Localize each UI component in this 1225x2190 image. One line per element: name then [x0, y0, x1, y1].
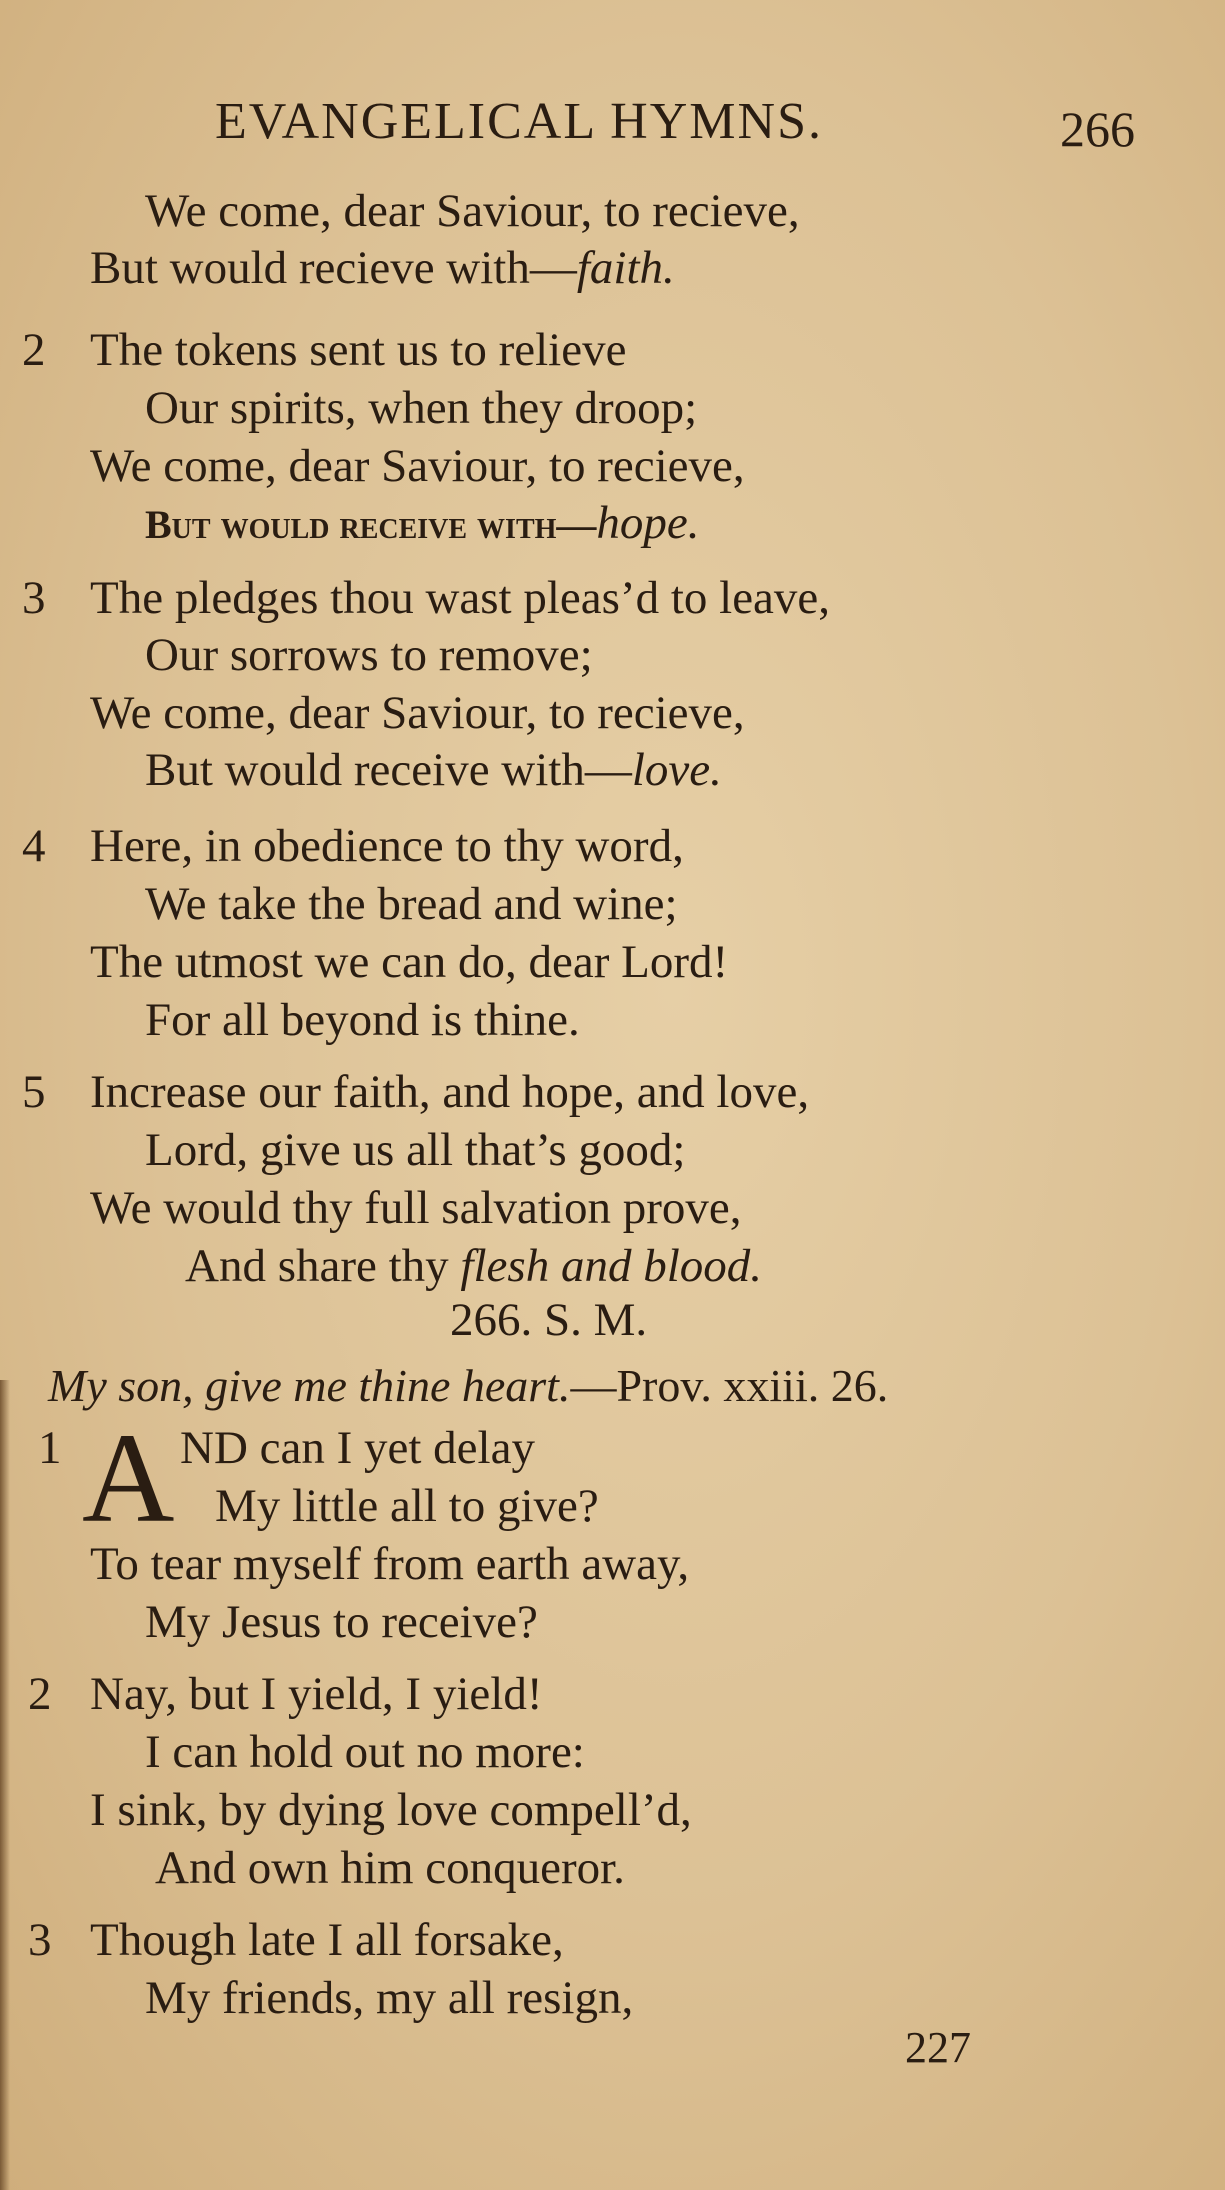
verse-line: We come, dear Saviour, to recieve, [90, 440, 745, 492]
verse-number: 4 [22, 820, 46, 872]
verse-line: The pledges thou wast pleas’d to leave, [90, 572, 831, 624]
verse-line: Increase our faith, and hope, and love, [90, 1066, 810, 1118]
verse-line: But would recieve with—faith. [90, 242, 675, 294]
page-spine-shadow [0, 1380, 10, 2190]
verse-line: Though late I all forsake, [90, 1914, 564, 1966]
verse-line: Our sorrows to remove; [145, 629, 593, 681]
verse-line: We take the bread and wine; [145, 878, 678, 930]
verse-line: And own him conqueror. [155, 1842, 625, 1894]
verse-number: 2 [28, 1668, 52, 1720]
verse-line: My little all to give? [215, 1480, 599, 1532]
hymn-epigraph: My son, give me thine heart.—Prov. xxiii. 26. [48, 1360, 889, 1411]
verse-line: Nay, but I yield, I yield! [90, 1668, 543, 1720]
verse-line: I sink, by dying love compell’d, [90, 1784, 692, 1836]
verse-line: We would thy full salvation prove, [90, 1182, 742, 1234]
verse-line: The utmost we can do, dear Lord! [90, 936, 729, 988]
verse-line: We come, dear Saviour, to recieve, [145, 185, 800, 237]
verse-line: But would receive with—love. [145, 744, 722, 796]
page-number: 266 [1060, 101, 1135, 157]
running-header: EVANGELICAL HYMNS. [215, 93, 823, 150]
verse-line: ND can I yet delay [180, 1422, 535, 1474]
verse-line: To tear myself from earth away, [90, 1538, 690, 1590]
verse-line: The tokens sent us to relieve [90, 324, 627, 376]
verse-line: We come, dear Saviour, to recieve, [90, 687, 745, 739]
verse-line: My Jesus to receive? [145, 1596, 538, 1648]
hymn-title: 266. S. M. [450, 1294, 648, 1346]
verse-number: 3 [28, 1914, 52, 1966]
verse-line: But would receive with—hope. [145, 497, 700, 549]
verse-number: 3 [22, 572, 46, 624]
verse-line: Here, in obedience to thy word, [90, 820, 684, 872]
verse-line: I can hold out no more: [145, 1726, 585, 1778]
drop-cap: A [82, 1407, 175, 1549]
verse-number: 2 [22, 324, 46, 376]
verse-line: For all beyond is thine. [145, 994, 580, 1046]
verse-line: My friends, my all resign, [145, 1972, 634, 2024]
signature-mark: 227 [905, 2023, 971, 2072]
verse-number: 5 [22, 1066, 46, 1118]
verse-line: Lord, give us all that’s good; [145, 1124, 686, 1176]
verse-line: Our spirits, when they droop; [145, 382, 698, 434]
verse-line: And share thy flesh and blood. [185, 1240, 762, 1292]
verse-number: 1 [38, 1422, 62, 1474]
